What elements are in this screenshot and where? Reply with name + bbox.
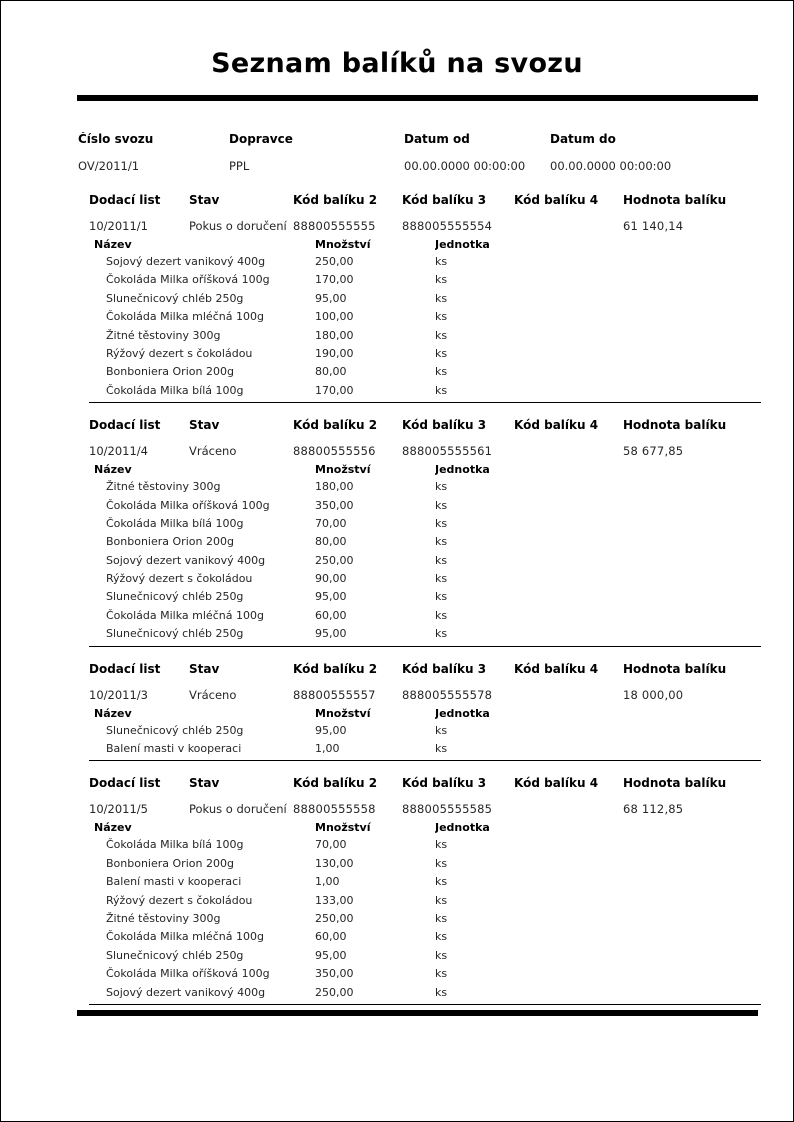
item-nazev: Čokoláda Milka oříšková 100g xyxy=(106,273,270,287)
report-title: Seznam balíků na svozu xyxy=(211,48,583,79)
item-mnozstvi: 95,00 xyxy=(315,723,347,737)
item-row xyxy=(89,515,758,533)
item-mnozstvi: 1,00 xyxy=(315,742,340,756)
item-row xyxy=(89,910,758,928)
item-nazev: Čokoláda Milka mléčná 100g xyxy=(106,608,264,622)
pickup-summary xyxy=(78,132,778,173)
kod-baliku-4-value xyxy=(514,688,623,707)
item-nazev: Čokoláda Milka oříšková 100g xyxy=(106,967,270,981)
column-header-kod-baliku-2: Kód balíku 2 xyxy=(293,661,378,676)
item-row xyxy=(89,984,758,1002)
value-cislo-svozu: OV/2011/1 xyxy=(78,159,140,173)
item-header-row xyxy=(89,463,758,478)
item-nazev: Žitné těstoviny 300g xyxy=(106,328,221,342)
item-nazev: Čokoláda Milka oříšková 100g xyxy=(106,498,270,512)
section-divider xyxy=(89,1004,761,1005)
item-header-row xyxy=(89,238,758,253)
item-nazev: Čokoláda Milka mléčná 100g xyxy=(106,930,264,944)
item-jednotka: ks xyxy=(435,930,448,944)
column-header-hodnota-baliku: Hodnota balíku xyxy=(623,661,727,676)
item-mnozstvi: 250,00 xyxy=(315,911,354,925)
kod-baliku-2-value: 88800555558 xyxy=(293,802,376,817)
column-header-stav: Stav xyxy=(189,193,220,207)
item-mnozstvi: 90,00 xyxy=(315,572,347,586)
column-header-dodaci-list: Dodací list xyxy=(89,661,161,676)
item-mnozstvi: 60,00 xyxy=(315,930,347,944)
column-header-jednotka: Jednotka xyxy=(435,821,490,835)
dodaci-list-value: 10/2011/1 xyxy=(89,219,148,233)
dodaci-list-value: 10/2011/4 xyxy=(89,444,148,459)
hodnota-baliku-value: 18 000,00 xyxy=(623,687,684,702)
item-mnozstvi: 95,00 xyxy=(315,291,347,305)
header-cislo-svozu: Číslo svozu xyxy=(78,132,154,146)
column-header-jednotka: Jednotka xyxy=(435,706,490,720)
hodnota-baliku-value: 58 677,85 xyxy=(623,444,684,459)
item-jednotka: ks xyxy=(435,365,448,379)
item-mnozstvi: 350,00 xyxy=(315,498,354,512)
section-header-row xyxy=(89,662,758,688)
kod-baliku-2-value: 88800555555 xyxy=(293,219,376,233)
item-nazev: Sojový dezert vanikový 400g xyxy=(106,553,266,567)
item-nazev: Slunečnicový chléb 250g xyxy=(106,723,244,737)
item-jednotka: ks xyxy=(435,291,448,305)
item-header-row xyxy=(89,821,758,836)
item-row xyxy=(89,478,758,496)
item-row xyxy=(89,382,758,400)
item-jednotka: ks xyxy=(435,553,448,567)
header-datum-od: Datum od xyxy=(404,132,470,146)
item-mnozstvi: 100,00 xyxy=(315,310,354,324)
summary-header-row xyxy=(78,132,778,159)
item-jednotka: ks xyxy=(435,572,448,586)
item-rows xyxy=(1,722,794,759)
item-mnozstvi: 80,00 xyxy=(315,535,347,549)
header-dopravce: Dopravce xyxy=(229,132,293,146)
section-header-row xyxy=(89,193,758,219)
item-nazev: Balení masti v kooperaci xyxy=(106,742,242,756)
item-mnozstvi: 350,00 xyxy=(315,967,354,981)
package-section xyxy=(1,662,794,762)
column-header-kod-baliku-4: Kód balíku 4 xyxy=(514,193,599,207)
item-mnozstvi: 1,00 xyxy=(315,875,340,889)
item-nazev: Žitné těstoviny 300g xyxy=(106,911,221,925)
item-jednotka: ks xyxy=(435,985,448,999)
item-jednotka: ks xyxy=(435,608,448,622)
item-nazev: Rýžový dezert s čokoládou xyxy=(106,893,253,907)
report-bottom-divider xyxy=(77,1010,758,1016)
item-mnozstvi: 95,00 xyxy=(315,948,347,962)
item-row xyxy=(89,873,758,891)
item-jednotka: ks xyxy=(435,516,448,530)
column-header-kod-baliku-4: Kód balíku 4 xyxy=(514,661,599,676)
kod-baliku-4-value xyxy=(514,444,623,463)
value-datum-od: 00.00.0000 00:00:00 xyxy=(404,159,526,173)
package-section xyxy=(1,776,794,1005)
column-header-mnozstvi: Množství xyxy=(315,821,371,835)
column-header-kod-baliku-3: Kód balíku 3 xyxy=(402,418,487,433)
section-header-row xyxy=(89,776,758,802)
hodnota-baliku-value: 61 140,14 xyxy=(623,219,684,233)
item-nazev: Sojový dezert vanikový 400g xyxy=(106,255,266,268)
item-row xyxy=(89,722,758,740)
column-header-mnozstvi: Množství xyxy=(315,706,371,720)
kod-baliku-3-value: 888005555554 xyxy=(402,219,493,233)
section-value-row xyxy=(89,444,758,463)
column-header-kod-baliku-2: Kód balíku 2 xyxy=(293,776,378,791)
item-mnozstvi: 180,00 xyxy=(315,480,354,494)
stav-value: Vráceno xyxy=(189,444,237,459)
item-row xyxy=(89,552,758,570)
item-mnozstvi: 180,00 xyxy=(315,328,354,342)
item-row xyxy=(89,855,758,873)
item-jednotka: ks xyxy=(435,498,448,512)
column-header-stav: Stav xyxy=(189,661,220,676)
column-header-nazev: Název xyxy=(94,821,132,835)
column-header-jednotka: Jednotka xyxy=(435,238,490,251)
item-nazev: Slunečnicový chléb 250g xyxy=(106,627,244,641)
item-jednotka: ks xyxy=(435,383,448,397)
item-row xyxy=(89,497,758,515)
column-header-nazev: Název xyxy=(94,706,132,720)
item-nazev: Čokoláda Milka bílá 100g xyxy=(106,838,244,852)
title-divider xyxy=(77,95,758,101)
item-mnozstvi: 250,00 xyxy=(315,985,354,999)
column-header-hodnota-baliku: Hodnota balíku xyxy=(623,193,727,207)
value-dopravce: PPL xyxy=(229,159,250,173)
item-mnozstvi: 60,00 xyxy=(315,608,347,622)
item-row xyxy=(89,625,758,643)
item-nazev: Slunečnicový chléb 250g xyxy=(106,948,244,962)
item-rows xyxy=(1,836,794,1002)
item-nazev: Čokoláda Milka mléčná 100g xyxy=(106,310,264,324)
item-jednotka: ks xyxy=(435,627,448,641)
item-rows xyxy=(1,253,794,400)
item-jednotka: ks xyxy=(435,310,448,324)
item-row xyxy=(89,965,758,983)
item-mnozstvi: 250,00 xyxy=(315,255,354,268)
item-jednotka: ks xyxy=(435,742,448,756)
column-header-jednotka: Jednotka xyxy=(435,463,490,477)
item-mnozstvi: 70,00 xyxy=(315,838,347,852)
header-datum-do: Datum do xyxy=(550,132,616,146)
column-header-kod-baliku-2: Kód balíku 2 xyxy=(293,193,378,207)
value-datum-do: 00.00.0000 00:00:00 xyxy=(550,159,672,173)
hodnota-baliku-value: 68 112,85 xyxy=(623,802,684,817)
item-jednotka: ks xyxy=(435,273,448,287)
item-nazev: Balení masti v kooperaci xyxy=(106,875,242,889)
item-nazev: Bonboniera Orion 200g xyxy=(106,535,234,549)
item-jednotka: ks xyxy=(435,838,448,852)
column-header-kod-baliku-4: Kód balíku 4 xyxy=(514,776,599,791)
column-header-kod-baliku-3: Kód balíku 3 xyxy=(402,661,487,676)
item-row xyxy=(89,740,758,758)
column-header-mnozstvi: Množství xyxy=(315,463,371,477)
stav-value: Vráceno xyxy=(189,687,237,702)
item-jednotka: ks xyxy=(435,875,448,889)
item-row xyxy=(89,533,758,551)
item-row xyxy=(89,588,758,606)
item-row xyxy=(89,947,758,965)
item-mnozstvi: 95,00 xyxy=(315,590,347,604)
item-row xyxy=(89,892,758,910)
column-header-kod-baliku-4: Kód balíku 4 xyxy=(514,418,599,433)
summary-value-row xyxy=(78,159,778,173)
kod-baliku-2-value: 88800555557 xyxy=(293,687,376,702)
kod-baliku-4-value xyxy=(514,219,623,238)
item-jednotka: ks xyxy=(435,535,448,549)
item-mnozstvi: 80,00 xyxy=(315,365,347,379)
item-row xyxy=(89,607,758,625)
column-header-hodnota-baliku: Hodnota balíku xyxy=(623,418,727,433)
kod-baliku-4-value xyxy=(514,802,623,821)
item-mnozstvi: 170,00 xyxy=(315,383,354,397)
item-jednotka: ks xyxy=(435,856,448,870)
section-divider xyxy=(89,402,761,403)
item-jednotka: ks xyxy=(435,911,448,925)
section-header-row xyxy=(89,418,758,444)
item-row xyxy=(89,271,758,289)
column-header-dodaci-list: Dodací list xyxy=(89,193,161,207)
item-row xyxy=(89,570,758,588)
section-value-row xyxy=(89,802,758,821)
item-nazev: Slunečnicový chléb 250g xyxy=(106,590,244,604)
column-header-dodaci-list: Dodací list xyxy=(89,776,161,791)
column-header-stav: Stav xyxy=(189,418,220,433)
item-mnozstvi: 70,00 xyxy=(315,516,347,530)
item-jednotka: ks xyxy=(435,346,448,360)
column-header-mnozstvi: Množství xyxy=(315,238,371,251)
item-nazev: Žitné těstoviny 300g xyxy=(106,480,221,494)
item-row xyxy=(89,308,758,326)
item-row xyxy=(89,928,758,946)
item-nazev: Rýžový dezert s čokoládou xyxy=(106,346,253,360)
item-row xyxy=(89,327,758,345)
column-header-nazev: Název xyxy=(94,238,132,251)
section-divider xyxy=(89,760,761,761)
item-row xyxy=(89,836,758,854)
item-mnozstvi: 190,00 xyxy=(315,346,354,360)
item-nazev: Čokoláda Milka bílá 100g xyxy=(106,383,244,397)
dodaci-list-value: 10/2011/3 xyxy=(89,687,148,702)
item-nazev: Bonboniera Orion 200g xyxy=(106,365,234,379)
item-row xyxy=(89,253,758,271)
column-header-dodaci-list: Dodací list xyxy=(89,418,161,433)
item-row xyxy=(89,363,758,381)
package-sections xyxy=(1,186,794,1016)
item-mnozstvi: 250,00 xyxy=(315,553,354,567)
column-header-nazev: Název xyxy=(94,463,132,477)
section-value-row xyxy=(89,219,758,238)
section-value-row xyxy=(89,688,758,707)
item-mnozstvi: 130,00 xyxy=(315,856,354,870)
item-rows xyxy=(1,478,794,644)
item-row xyxy=(89,290,758,308)
item-nazev: Čokoláda Milka bílá 100g xyxy=(106,516,244,530)
stav-value: Pokus o doručení xyxy=(189,219,287,233)
item-nazev: Rýžový dezert s čokoládou xyxy=(106,572,253,586)
item-header-row xyxy=(89,707,758,722)
column-header-hodnota-baliku: Hodnota balíku xyxy=(623,776,727,791)
kod-baliku-3-value: 888005555585 xyxy=(402,802,493,817)
item-jednotka: ks xyxy=(435,255,448,268)
section-divider xyxy=(89,646,761,647)
item-nazev: Sojový dezert vanikový 400g xyxy=(106,985,266,999)
item-jednotka: ks xyxy=(435,967,448,981)
item-jednotka: ks xyxy=(435,328,448,342)
column-header-kod-baliku-2: Kód balíku 2 xyxy=(293,418,378,433)
stav-value: Pokus o doručení xyxy=(189,802,287,817)
item-jednotka: ks xyxy=(435,480,448,494)
item-mnozstvi: 133,00 xyxy=(315,893,354,907)
dodaci-list-value: 10/2011/5 xyxy=(89,802,148,817)
item-jednotka: ks xyxy=(435,948,448,962)
item-mnozstvi: 95,00 xyxy=(315,627,347,641)
package-section xyxy=(1,193,794,403)
column-header-kod-baliku-3: Kód balíku 3 xyxy=(402,193,487,207)
item-nazev: Bonboniera Orion 200g xyxy=(106,856,234,870)
package-section xyxy=(1,418,794,647)
item-jednotka: ks xyxy=(435,590,448,604)
kod-baliku-2-value: 88800555556 xyxy=(293,444,376,459)
item-jednotka: ks xyxy=(435,723,448,737)
column-header-kod-baliku-3: Kód balíku 3 xyxy=(402,776,487,791)
kod-baliku-3-value: 888005555578 xyxy=(402,687,493,702)
item-mnozstvi: 170,00 xyxy=(315,273,354,287)
column-header-stav: Stav xyxy=(189,776,220,791)
item-row xyxy=(89,345,758,363)
item-nazev: Slunečnicový chléb 250g xyxy=(106,291,244,305)
kod-baliku-3-value: 888005555561 xyxy=(402,444,493,459)
item-jednotka: ks xyxy=(435,893,448,907)
